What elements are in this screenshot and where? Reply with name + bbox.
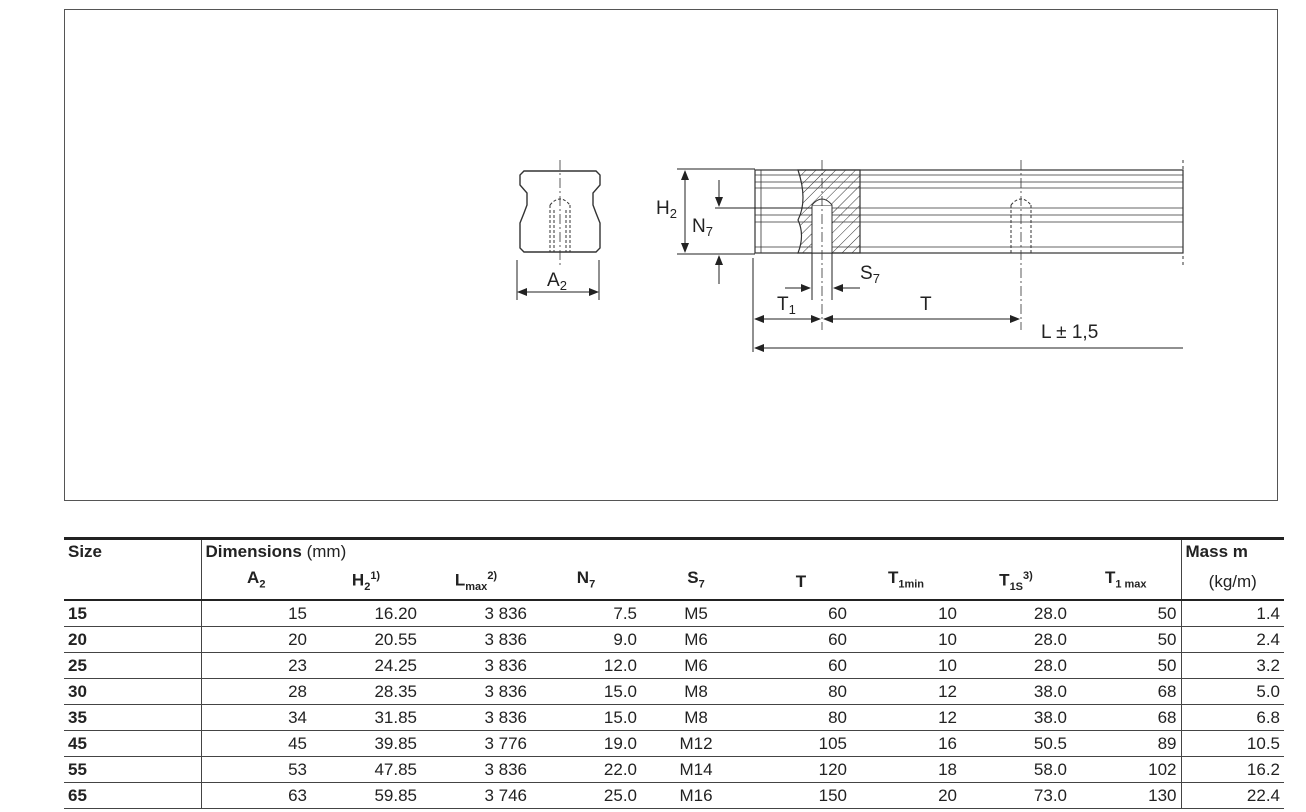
cell-t: 60 [751, 653, 851, 679]
cell-t1max: 102 [1071, 757, 1181, 783]
cell-t1min: 12 [851, 679, 961, 705]
cell-t1min: 10 [851, 627, 961, 653]
cell-t1s: 50.5 [961, 731, 1071, 757]
dimensions-header: Dimensions (mm) [201, 539, 1181, 565]
cell-s7: M6 [641, 653, 751, 679]
cell-mass: 22.4 [1181, 783, 1284, 809]
cell-size: 15 [64, 600, 201, 627]
col-t1max: $T_{1 max}$ [1071, 564, 1181, 600]
cell-h2: 39.85 [311, 731, 421, 757]
cell-t1max: 50 [1071, 653, 1181, 679]
cell-t: 120 [751, 757, 851, 783]
dimensions-table [64, 537, 1284, 809]
cell-h2: 16.20 [311, 600, 421, 627]
cell-t1s: 28.0 [961, 653, 1071, 679]
cell-a2: 20 [201, 627, 311, 653]
rail-cross-section [520, 160, 600, 265]
cell-mass: 6.8 [1181, 705, 1284, 731]
rail-technical-drawing [65, 10, 1279, 502]
cell-t: 80 [751, 679, 851, 705]
cell-s7: M14 [641, 757, 751, 783]
cell-t1max: 68 [1071, 705, 1181, 731]
cell-lmax: 3 746 [421, 783, 531, 809]
cell-t1s: 58.0 [961, 757, 1071, 783]
cell-lmax: 3 836 [421, 757, 531, 783]
cell-t1min: 10 [851, 653, 961, 679]
l-label: L ± 1,5 [1041, 322, 1099, 343]
t-label: T [920, 294, 932, 315]
cell-t: 150 [751, 783, 851, 809]
cell-t: 60 [751, 627, 851, 653]
cell-size: 65 [64, 783, 201, 809]
col-t: T [751, 564, 851, 600]
cell-s7: M5 [641, 600, 751, 627]
cell-t1s: 38.0 [961, 679, 1071, 705]
cell-size: 30 [64, 679, 201, 705]
hatched-section [798, 170, 860, 253]
cell-a2: 34 [201, 705, 311, 731]
t-dimensions [753, 258, 1183, 352]
cell-a2: 28 [201, 679, 311, 705]
cell-n7: 15.0 [531, 679, 641, 705]
cell-n7: 12.0 [531, 653, 641, 679]
cell-t1max: 50 [1071, 600, 1181, 627]
table-row [64, 783, 1284, 809]
cell-t1s: 28.0 [961, 600, 1071, 627]
h2-label: $H_2$ [656, 198, 677, 221]
cell-a2: 23 [201, 653, 311, 679]
cell-a2: 45 [201, 731, 311, 757]
mass-header: Mass m [1181, 539, 1284, 565]
cell-mass: 16.2 [1181, 757, 1284, 783]
cell-n7: 15.0 [531, 705, 641, 731]
col-t1s: $T_{1S}^{3)}$ [961, 564, 1071, 600]
table-row [64, 757, 1284, 783]
cell-t: 80 [751, 705, 851, 731]
cell-n7: 7.5 [531, 600, 641, 627]
table-row [64, 627, 1284, 653]
cell-size: 45 [64, 731, 201, 757]
cell-lmax: 3 836 [421, 600, 531, 627]
cell-h2: 28.35 [311, 679, 421, 705]
cell-h2: 59.85 [311, 783, 421, 809]
cell-lmax: 3 776 [421, 731, 531, 757]
cell-lmax: 3 836 [421, 627, 531, 653]
cell-s7: M16 [641, 783, 751, 809]
cell-t1min: 12 [851, 705, 961, 731]
col-n7: $N_7$ [531, 564, 641, 600]
cell-size: 20 [64, 627, 201, 653]
cell-t1min: 18 [851, 757, 961, 783]
cell-h2: 20.55 [311, 627, 421, 653]
col-s7: $S_7$ [641, 564, 751, 600]
drawing-frame [64, 9, 1278, 501]
cell-mass: 3.2 [1181, 653, 1284, 679]
cell-t1min: 16 [851, 731, 961, 757]
cell-n7: 25.0 [531, 783, 641, 809]
s7-label: $S_7$ [860, 263, 880, 286]
cell-t1s: 73.0 [961, 783, 1071, 809]
cell-t: 60 [751, 600, 851, 627]
table-row [64, 705, 1284, 731]
cell-s7: M12 [641, 731, 751, 757]
cell-n7: 9.0 [531, 627, 641, 653]
cell-size: 55 [64, 757, 201, 783]
col-t1min: $T_{1min}$ [851, 564, 961, 600]
cell-mass: 2.4 [1181, 627, 1284, 653]
cell-s7: M8 [641, 679, 751, 705]
cell-a2: 53 [201, 757, 311, 783]
cell-lmax: 3 836 [421, 705, 531, 731]
cell-t1max: 68 [1071, 679, 1181, 705]
cell-h2: 47.85 [311, 757, 421, 783]
size-header-blank [64, 564, 201, 600]
a2-label: $A_2$ [547, 270, 567, 293]
table-body [64, 600, 1284, 809]
cell-a2: 15 [201, 600, 311, 627]
cell-n7: 22.0 [531, 757, 641, 783]
cell-t1max: 89 [1071, 731, 1181, 757]
cell-t1min: 20 [851, 783, 961, 809]
s7-dimension [785, 253, 860, 300]
t1-label: $T_1$ [777, 294, 796, 317]
col-a2: $A_2$ [201, 564, 311, 600]
table-row [64, 653, 1284, 679]
header-row-2 [64, 564, 1284, 600]
size-header: Size [64, 539, 201, 565]
col-h2: $H_2^{1)}$ [311, 564, 421, 600]
cell-h2: 31.85 [311, 705, 421, 731]
cell-a2: 63 [201, 783, 311, 809]
cell-lmax: 3 836 [421, 653, 531, 679]
header-row-1 [64, 539, 1284, 565]
cell-t1max: 130 [1071, 783, 1181, 809]
table-row [64, 731, 1284, 757]
cell-lmax: 3 836 [421, 679, 531, 705]
table-row [64, 600, 1284, 627]
cell-h2: 24.25 [311, 653, 421, 679]
cell-t: 105 [751, 731, 851, 757]
cell-t1min: 10 [851, 600, 961, 627]
cell-size: 35 [64, 705, 201, 731]
cell-mass: 10.5 [1181, 731, 1284, 757]
col-lmax: $L_{max}^{2)}$ [421, 564, 531, 600]
cell-size: 25 [64, 653, 201, 679]
cell-t1s: 38.0 [961, 705, 1071, 731]
table-row [64, 679, 1284, 705]
cell-t1max: 50 [1071, 627, 1181, 653]
cell-t1s: 28.0 [961, 627, 1071, 653]
n7-label: $N_7$ [692, 216, 713, 239]
cell-s7: M6 [641, 627, 751, 653]
mass-unit: (kg/m) [1181, 564, 1284, 600]
cell-n7: 19.0 [531, 731, 641, 757]
cell-mass: 1.4 [1181, 600, 1284, 627]
cell-s7: M8 [641, 705, 751, 731]
cell-mass: 5.0 [1181, 679, 1284, 705]
